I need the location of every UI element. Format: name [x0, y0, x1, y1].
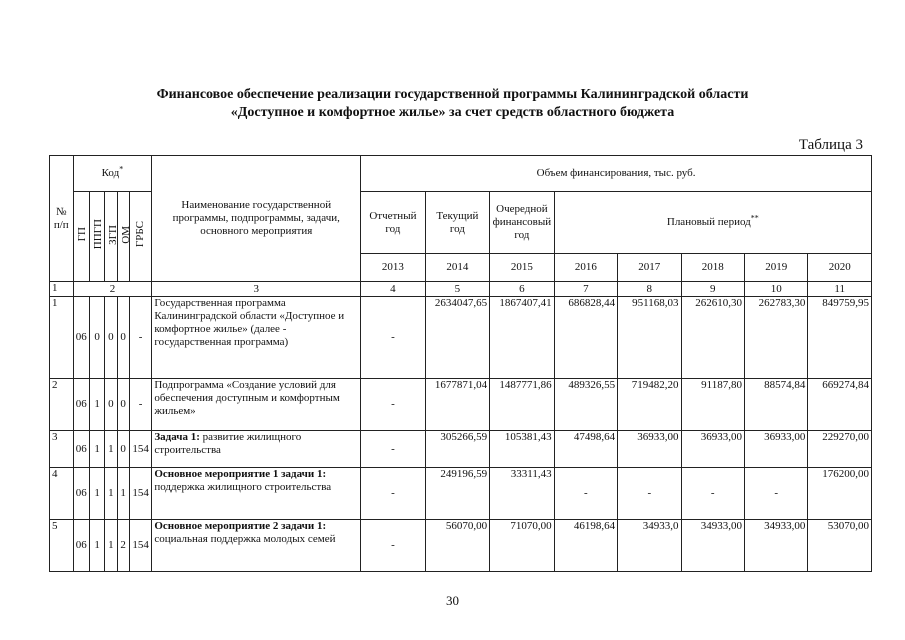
code-gp: 06: [73, 468, 89, 520]
row-number: 2: [50, 379, 74, 431]
value-cell: 47498,64: [554, 431, 617, 468]
year-cell: 2016: [554, 254, 617, 282]
code-gp: 06: [73, 431, 89, 468]
code-ppgp: 1: [89, 379, 104, 431]
code-gp: 06: [73, 520, 89, 572]
table-label: Таблица 3: [798, 137, 863, 153]
value-cell: 669274,84: [808, 379, 872, 431]
row-name-text: социальная поддержка молодых семей: [154, 533, 336, 545]
header-funding: Объем финансирования, тыс. руб.: [361, 156, 872, 192]
table-row: [50, 431, 872, 468]
code-grbs: -: [129, 379, 152, 431]
table-row: [50, 379, 872, 431]
header-name: Наименование государственной программы, подпрограммы, задачи, основного мероприятия: [152, 156, 361, 282]
value-cell: 489326,55: [554, 379, 617, 431]
code-om: 0: [117, 431, 129, 468]
value-cell: 1677871,04: [425, 379, 489, 431]
funding-table: [49, 155, 872, 572]
value-cell: 46198,64: [554, 520, 617, 572]
code-grbs: 154: [129, 431, 152, 468]
header-plan-period-label: Плановый период: [666, 216, 751, 228]
header-report-year: Отчетный год: [361, 192, 425, 254]
row-name-text: Подпрограмма «Создание условий для обеспечения доступным и комфортным жильем»: [154, 379, 340, 417]
column-number: 3: [152, 282, 361, 297]
value-cell: -: [554, 468, 617, 520]
row-number: 1: [50, 297, 74, 379]
column-number: 6: [490, 282, 554, 297]
code-gp: 06: [73, 379, 89, 431]
year-cell: 2018: [681, 254, 744, 282]
value-cell: -: [361, 379, 425, 431]
header-gp-cell: [73, 192, 89, 282]
row-number: 5: [50, 520, 74, 572]
code-zgp: 0: [105, 379, 117, 431]
row-name: [152, 431, 361, 468]
value-cell: -: [618, 468, 681, 520]
value-cell: 249196,59: [425, 468, 489, 520]
column-number: 11: [808, 282, 872, 297]
value-cell: 1867407,41: [490, 297, 554, 379]
code-ppgp: 1: [89, 431, 104, 468]
header-zgp: ЗГП: [107, 224, 120, 245]
code-zgp: 1: [105, 468, 117, 520]
value-cell: 36933,00: [681, 431, 744, 468]
code-ppgp: 1: [89, 520, 104, 572]
value-cell: -: [361, 468, 425, 520]
code-om: 0: [117, 297, 129, 379]
value-cell: 88574,84: [744, 379, 807, 431]
value-cell: 91187,80: [681, 379, 744, 431]
header-current-year: Текущий год: [425, 192, 489, 254]
header-num: № п/п: [50, 156, 74, 282]
value-cell: 53070,00: [808, 520, 872, 572]
value-cell: 56070,00: [425, 520, 489, 572]
row-name-text: Государственная программа Калининградской области «Доступное и комфортное жилье» (далее - государственная программа): [154, 297, 345, 348]
document-title-line1: Финансовое обеспечение реализации государственной программы Калининградской области: [156, 87, 749, 102]
column-number: 10: [744, 282, 807, 297]
value-cell: 305266,59: [425, 431, 489, 468]
row-name-bold: Основное мероприятие 1 задачи 1:: [154, 468, 327, 480]
table-row: [50, 297, 872, 379]
year-cell: 2019: [744, 254, 807, 282]
code-om: 2: [117, 520, 129, 572]
value-cell: 262783,30: [744, 297, 807, 379]
column-number: 5: [425, 282, 489, 297]
value-cell: 176200,00: [808, 468, 872, 520]
row-name: [152, 379, 361, 431]
row-name: [152, 468, 361, 520]
column-number: 9: [681, 282, 744, 297]
row-name-text: развитие жилищного строительства: [154, 431, 302, 456]
header-plan-mark: **: [750, 213, 759, 223]
table-row: [50, 468, 872, 520]
header-grbs: ГРБС: [134, 221, 147, 248]
header-ppgp-cell: [89, 192, 104, 282]
value-cell: 36933,00: [618, 431, 681, 468]
row-number: 3: [50, 431, 74, 468]
page-number: 30: [446, 593, 459, 608]
code-zgp: 0: [105, 297, 117, 379]
value-cell: 36933,00: [744, 431, 807, 468]
header-code-label: Код: [101, 167, 120, 179]
value-cell: 105381,43: [490, 431, 554, 468]
row-name-bold: Задача 1:: [154, 431, 200, 443]
value-cell: 33311,43: [490, 468, 554, 520]
code-om: 0: [117, 379, 129, 431]
value-cell: 34933,00: [681, 520, 744, 572]
value-cell: 849759,95: [808, 297, 872, 379]
value-cell: 951168,03: [618, 297, 681, 379]
column-number: 2: [73, 282, 152, 297]
value-cell: -: [361, 520, 425, 572]
code-grbs: -: [129, 297, 152, 379]
code-grbs: 154: [129, 520, 152, 572]
value-cell: -: [361, 297, 425, 379]
code-grbs: 154: [129, 468, 152, 520]
header-gp: ГП: [75, 227, 88, 242]
code-gp: 06: [73, 297, 89, 379]
row-name: [152, 297, 361, 379]
document-title-line2: «Доступное и комфортное жилье» за счет средств областного бюджета: [230, 105, 675, 120]
column-number: 8: [618, 282, 681, 297]
year-cell: 2020: [808, 254, 872, 282]
header-plan-period: [554, 192, 871, 254]
value-cell: 71070,00: [490, 520, 554, 572]
year-cell: 2014: [425, 254, 489, 282]
code-zgp: 1: [105, 520, 117, 572]
value-cell: -: [361, 431, 425, 468]
table-body: [50, 156, 872, 572]
value-cell: 1487771,86: [490, 379, 554, 431]
value-cell: 2634047,65: [425, 297, 489, 379]
column-number: 4: [361, 282, 425, 297]
row-name-text: поддержка жилищного строительства: [154, 481, 332, 493]
column-number: 1: [50, 282, 74, 297]
code-ppgp: 1: [89, 468, 104, 520]
value-cell: -: [681, 468, 744, 520]
header-ppgp: ППГП: [91, 219, 104, 250]
column-number: 7: [554, 282, 617, 297]
year-cell: 2017: [618, 254, 681, 282]
row-name-bold: Основное мероприятие 2 задачи 1:: [154, 520, 327, 532]
year-cell: 2013: [361, 254, 425, 282]
code-ppgp: 0: [89, 297, 104, 379]
value-cell: 229270,00: [808, 431, 872, 468]
value-cell: 686828,44: [554, 297, 617, 379]
value-cell: 719482,20: [618, 379, 681, 431]
header-zgp-cell: [105, 192, 120, 282]
row-name: [152, 520, 361, 572]
header-code-mark: *: [119, 164, 124, 174]
value-cell: 34933,0: [618, 520, 681, 572]
value-cell: 262610,30: [681, 297, 744, 379]
value-cell: 34933,00: [744, 520, 807, 572]
header-om: ОМ: [119, 225, 132, 244]
table-row: [50, 520, 872, 572]
column-number-row: [50, 282, 872, 297]
value-cell: -: [744, 468, 807, 520]
header-code: [73, 156, 152, 192]
code-om: 1: [117, 468, 129, 520]
row-number: 4: [50, 468, 74, 520]
year-cell: 2015: [490, 254, 554, 282]
code-zgp: 1: [105, 431, 117, 468]
header-next-year: Очередной финансовый год: [490, 192, 554, 254]
